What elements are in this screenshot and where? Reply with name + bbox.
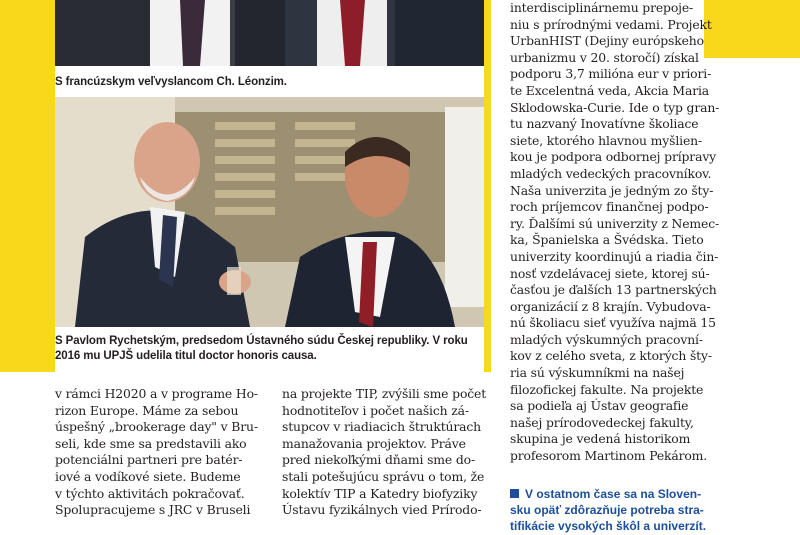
text-line: v týchto aktivitách pokračovať. — [55, 485, 245, 501]
text-line: nosť vzdelávacej siete, ktorej sú- — [510, 265, 710, 281]
text-line: kou je podpora odbornej prípravy — [510, 149, 717, 165]
yellow-frame-right — [704, 0, 800, 58]
text-line: úspešný „brookerage day" v Bru- — [55, 419, 258, 435]
text-line: Ústavu fyzikálnych vied Prírodo- — [282, 502, 482, 518]
yellow-frame-left — [0, 0, 55, 372]
article-column-right — [510, 0, 720, 465]
text-line: ka, Španielska a Švédska. Tieto — [510, 232, 704, 248]
text-line: tu nazvaný Inovatívne školiace — [510, 116, 699, 132]
article-column-middle — [282, 386, 487, 519]
text-line: niu s prírodnými vedami. Projekt — [510, 16, 712, 32]
text-line: iové a vodíkové siete. Budeme — [55, 468, 241, 484]
photo-ambassador — [55, 0, 484, 66]
text-line: časťou je ďalších 13 partnerských — [510, 282, 717, 298]
text-line: profesorom Martinom Pekárom. — [510, 448, 708, 464]
text-line: urbanizmu v 20. storočí) získal — [510, 49, 699, 65]
photo-caption-bottom — [55, 334, 484, 364]
text-line: Naša univerzita je jedným zo šty- — [510, 182, 714, 198]
text-line: te Excelentná veda, Akcia Maria — [510, 82, 710, 98]
photo-caption-bottom-line2: 2016 mu UPJŠ udelila titul doctor honoris causa. — [55, 350, 317, 362]
text-line: v rámci H2020 a v programe Ho- — [55, 386, 258, 401]
text-line: našej prírodovedeckej fakulty, — [510, 414, 694, 430]
text-line: Spolupracujeme s JRC v Bruseli — [55, 502, 251, 518]
text-line: interdisciplinárnemu prepoje- — [510, 0, 694, 15]
text-line: kolektív TIP a Katedry biofyziky — [282, 485, 478, 501]
callout-line: tifikácie vysokých škôl a univerzít. — [510, 519, 707, 533]
article-column-left — [55, 386, 260, 519]
text-line: roch príjemcov finančnej podpo- — [510, 199, 709, 215]
text-line: rizon Europe. Máme za sebou — [55, 402, 239, 418]
photo-caption-bottom-line1: S Pavlom Rychetským, predsedom Ústavného súdu Českej republiky. V roku — [55, 335, 468, 347]
yellow-frame-divider — [484, 0, 491, 372]
callout-line: V ostatnom čase sa na Sloven- — [525, 487, 702, 501]
text-line: organizácií z 8 krajín. Vybudova- — [510, 298, 711, 314]
text-line: skupina je vedená historikom — [510, 431, 691, 447]
text-line: nú školiacu sieť využíva najmä 15 — [510, 315, 716, 331]
text-line: filozofickej fakulte. Na projekte — [510, 381, 704, 397]
photo-caption-top: S francúzskym veľvyslancom Ch. Léonzim. — [55, 76, 287, 88]
text-line: kov z celého sveta, z ktorých šty- — [510, 348, 712, 364]
text-line: potenciálni partneri pre batér- — [55, 452, 243, 468]
text-line: seli, kde sme sa predstavili ako — [55, 435, 247, 451]
text-line: stali potešujúcu správu o tom, že — [282, 468, 485, 484]
text-line: univerzity koordinujú a riadia čin- — [510, 248, 719, 264]
text-line: siete, ktorého hlavnou myšlien- — [510, 132, 702, 148]
text-line: ria sú výskumníkmi na našej — [510, 365, 685, 381]
text-line: manažovania projektov. Práve — [282, 435, 466, 451]
square-bullet-icon — [510, 489, 519, 498]
callout-line: sku opäť zdôrazňuje potreba stra- — [510, 503, 704, 517]
photo-rychetsky — [55, 97, 484, 327]
text-line: sa podieľa aj Ústav geografie — [510, 398, 689, 414]
text-line: stupcov v riadiacich štruktúrach — [282, 419, 481, 435]
text-line: mladých výskumných pracovní- — [510, 331, 703, 347]
text-line: pred niekoľkými dňami sme do- — [282, 452, 475, 468]
text-line: Sklodowska-Curie. Ide o typ gran- — [510, 99, 720, 115]
text-line: ry. Ďalšími sú univerzity z Nemec- — [510, 215, 720, 231]
text-line: mladých vedeckých pracovníkov. — [510, 165, 712, 181]
text-line: podporu 3,7 milióna eur v priori- — [510, 66, 712, 82]
highlight-callout — [510, 486, 715, 534]
text-line: na projekte TIP, zvýšili sme počet — [282, 386, 487, 401]
text-line: hodnotiteľov i počet našich zá- — [282, 402, 469, 418]
text-line: UrbanHIST (Dejiny európskeho — [510, 33, 704, 49]
